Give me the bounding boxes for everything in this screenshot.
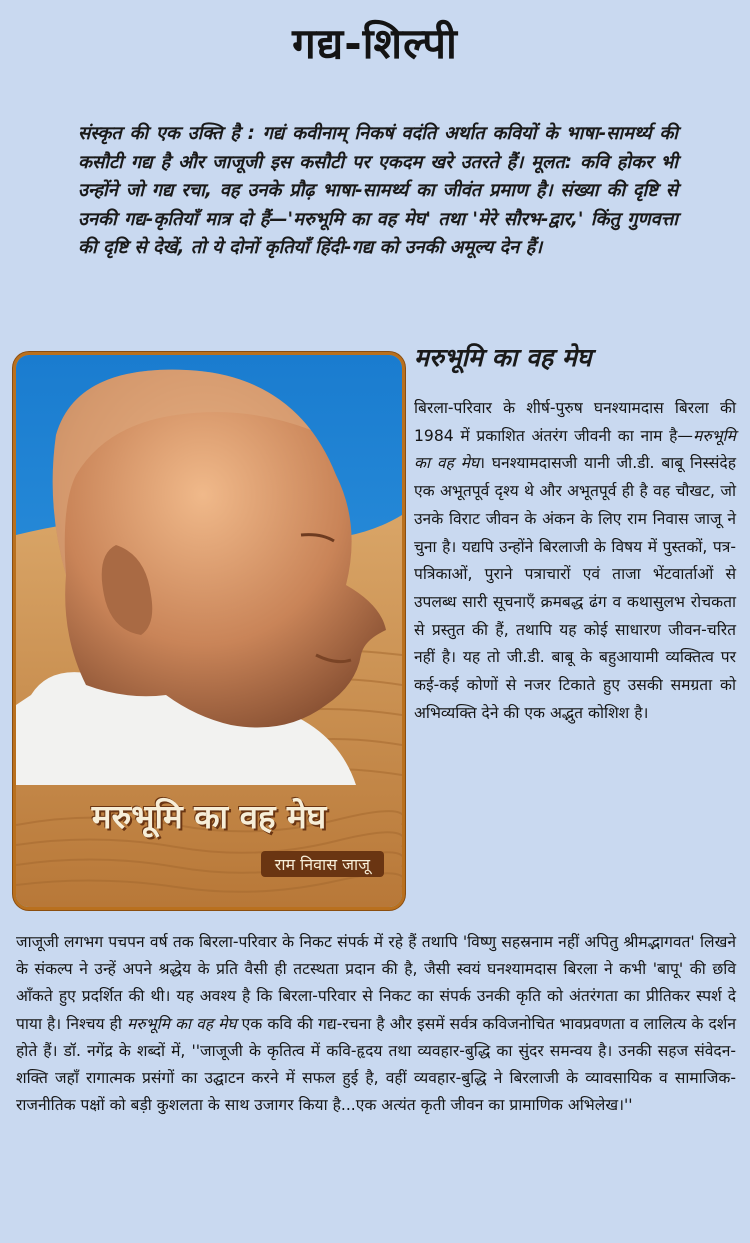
book-title-inline: मरुभूमि का वह मेघ [126, 1014, 237, 1033]
closing-paragraph [16, 929, 736, 1119]
book-cover-image [13, 352, 405, 910]
paragraph-text: । घनश्यामदासजी यानी जी.डी. बाबू निस्संदेह एक अभूतपूर्व दृश्य थे और अभूतपूर्व ही है वह चौखट, जो उनके विराट जीवन के अंकन के लिए राम निवास जाजू ने चुना है। यद्यपि उन्होंने बिरलाजी के विषय में पुस्तकों, पत्र-पत्रिकाओं, पुराने पत्राचारों एवं ताजा भेंटवार्ताओं से उपलब्ध सारी सूचनाएँ क्रमबद्ध ढंग व कथासुलभ रोचकता से प्रस्तुत की हैं, तथापि यह कोई साधारण जीवन-चरित नहीं है। यह तो जी.डी. बाबू के बहुआयामी व्यक्तित्व पर कई-कई कोणों से नजर टिकाते हुए उसकी समग्रता को अभिव्यक्ति देने की एक अद्भुत कोशिश है। [414, 454, 736, 722]
section-heading: मरुभूमि का वह मेघ [414, 343, 592, 372]
paragraph-text: जाजूजी लगभग पचपन वर्ष तक बिरला-परिवार के निकट संपर्क में रहे हैं तथापि 'विष्णु सहस्रनाम नहीं अपितु श्रीमद्भागवत' लिखने के संकल्प ने उन्हें अपने श्रद्धेय के प्रति वैसी ही तटस्थता प्रदान की है, जैसी स्वयं घनश्यामदास बिरला ने कभी 'बापू' की छवि आँकते हुए प्रदर्शित की थी। यह अवश्य है कि बिरला-परिवार से निकट का संपर्क उनकी कृति को अंतरंगता का प्रीतिकर स्पर्श दे पाया है। निश्चय ही [16, 933, 736, 1033]
book-description-paragraph [414, 395, 736, 727]
intro-paragraph: संस्कृत की एक उक्ति है : गद्यं कवीनाम् निकषं वदंति अर्थात कवियों के भाषा-सामर्थ्य की कसौटी गद्य है और जाजूजी इस कसौटी पर एकदम खरे उतरते हैं। मूलत: कवि होकर भी उन्होंने जो गद्य रचा, वह उनके प्रौढ़ भाषा-सामर्थ्य का जीवंत प्रमाण है। संख्या की दृष्टि से उनकी गद्य-कृतियाँ मात्र दो हैं—'मरुभूमि का वह मेघ' तथा 'मेरे सौरभ-द्वार,' किंतु गुणवत्ता की दृष्टि से देखें, तो ये दोनों कृतियाँ हिंदी-गद्य को उनकी अमूल्य देन हैं। [78, 123, 678, 259]
paragraph-text: एक कवि की गद्य-रचना है और इसमें सर्वत्र कविजनोचित भावप्रवणता व लालित्य के दर्शन होते हैं। डॉ. नगेंद्र के शब्दों में, ''जाजूजी के कृतित्व में कवि-हृदय तथा व्यवहार-बुद्धि का सुंदर समन्वय है। उनकी सहज संवेदन-शक्ति जहाँ रागात्मक प्रसंगों का उद्घाटन करने में सफल हुई है, वहीं व्यवहार-बुद्धि ने बिरलाजी के व्यावसायिक व सामाजिक-राजनीतिक पक्षों को बड़ी कुशलता के साथ उजागर किया है...एक अत्यंत कृती जीवन का प्रामाणिक अभिलेख।'' [16, 1014, 736, 1115]
paragraph-text: बिरला-परिवार के शीर्ष-पुरुष घनश्यामदास बिरला की 1984 में प्रकाशित अंतरंग जीवनी का नाम है— [414, 399, 736, 445]
book-title-inline: मरुभूमि का वह मेघ [414, 426, 736, 473]
book-cover-title: मरुभूमि का वह मेघ [91, 797, 327, 836]
page-title: गद्य-शिल्पी [292, 19, 458, 68]
book-cover-author: राम निवास जाजू [261, 851, 384, 877]
